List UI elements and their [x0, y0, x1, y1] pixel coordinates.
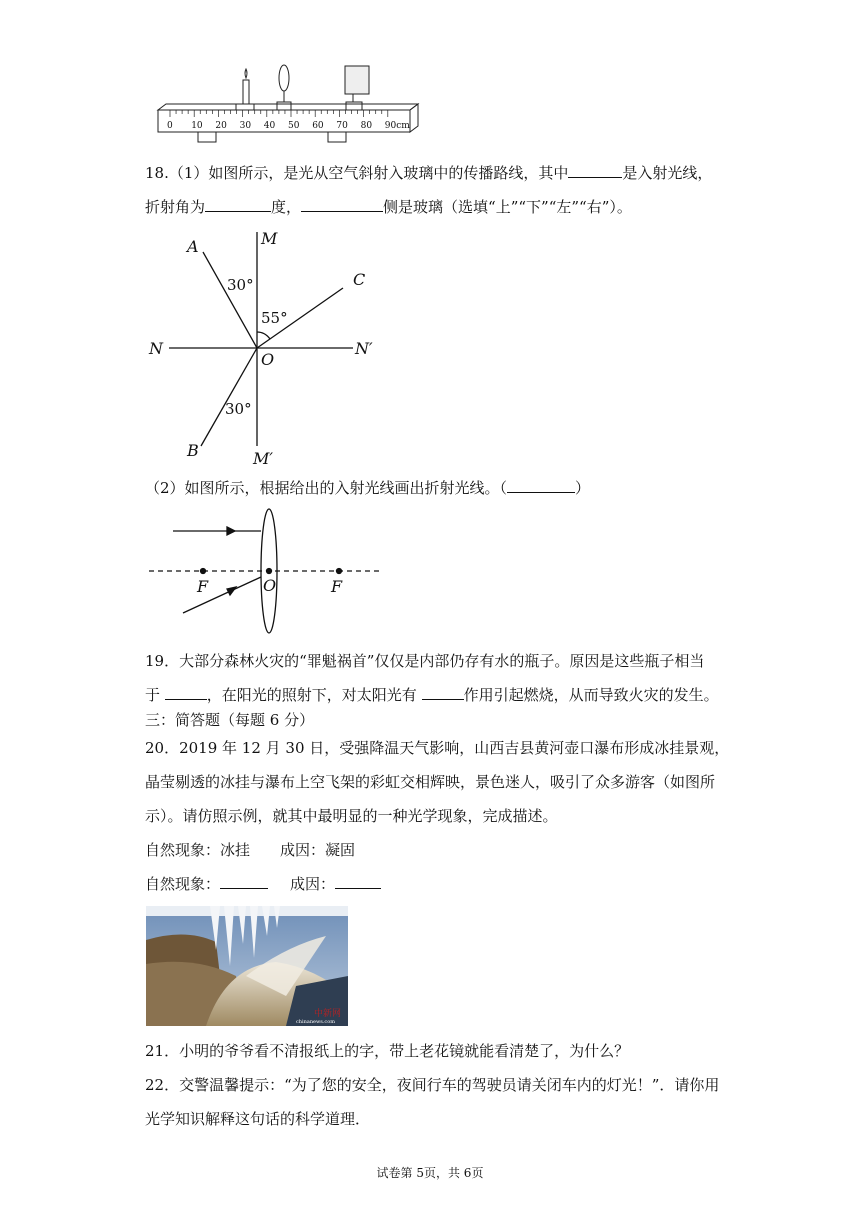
scale-label: 30 [239, 121, 252, 131]
scale-label: 60 [312, 121, 324, 131]
photo-watermark: 中新网 [314, 1009, 342, 1019]
answer-blank-cause[interactable] [335, 874, 381, 889]
lens-icon [277, 65, 291, 110]
scale-label: 70 [336, 121, 348, 131]
photo-watermark-url: chinanews.com [296, 1019, 335, 1025]
scale-label: 20 [215, 121, 227, 131]
label-b: B [187, 441, 199, 460]
arrow-icon [227, 527, 235, 535]
angle-arc-55 [257, 332, 270, 339]
scale-label: 80 [360, 121, 373, 131]
question-20-line-2: 晶莹剔透的冰挂与瀑布上空飞架的彩虹交相辉映，景色迷人，吸引了众多游客（如图所 [145, 773, 716, 791]
arrow-icon [227, 587, 236, 595]
angle-label-c: 55° [261, 309, 288, 327]
question-22-line-2: 光学知识解释这句话的科学道理． [145, 1110, 371, 1128]
refraction-diagram [145, 222, 385, 472]
section-3-heading: 三：简答题（每题 6 分） [145, 711, 315, 729]
answer-blank-glass-side[interactable] [301, 197, 383, 212]
label-f-left: F [197, 577, 209, 596]
question-18-line-1: 18.（1）如图所示，是光从空气斜射入玻璃中的传播路线，其中 是入射光线， [145, 164, 713, 182]
label-o-lens: O [263, 576, 277, 595]
scale-label: 10 [191, 121, 203, 131]
angle-label-bottom: 30° [225, 400, 252, 418]
question-19-line-1: 19．大部分森林火灾的“罪魁祸首”仅仅是内部仍存有水的瓶子。原因是这些瓶子相当 [145, 652, 705, 670]
answer-blank-effect[interactable] [422, 685, 464, 700]
question-21: 21．小明的爷爷看不清报纸上的字，带上老花镜就能看清楚了，为什么？ [145, 1042, 630, 1060]
answer-blank-phenomenon[interactable] [220, 874, 268, 889]
optical-bench-figure [150, 62, 420, 152]
focal-point-left [201, 569, 206, 574]
label-m: M [261, 229, 278, 248]
label-c: C [353, 270, 366, 289]
scale-label: 0 [167, 121, 173, 131]
focal-point-right [337, 569, 342, 574]
answer-blank-drawing[interactable] [507, 478, 575, 493]
label-n: N [149, 339, 163, 358]
label-a: A [187, 237, 199, 256]
optical-center [267, 569, 272, 574]
ray-ob [201, 348, 257, 446]
scale-label: 40 [263, 121, 276, 131]
question-20-answer: 自然现象： 成因： [145, 874, 381, 894]
scale-label: 90cm [384, 121, 410, 131]
label-f-right: F [331, 577, 343, 596]
incident-ray-oblique [183, 577, 261, 613]
answer-blank-refraction-angle[interactable] [205, 197, 271, 212]
angle-label-top: 30° [227, 276, 254, 294]
question-20-example: 自然现象：冰挂 成因：凝固 [145, 841, 356, 859]
page-footer: 试卷第 5页，共 6页 [376, 1166, 484, 1180]
ray-ao [203, 252, 257, 348]
question-22-line-1: 22．交警温馨提示：“为了您的安全，夜间行车的驾驶员请关闭车内的灯光！”．请你用 [145, 1076, 720, 1094]
convex-lens-diagram [145, 505, 390, 640]
answer-blank-incident-ray[interactable] [568, 163, 622, 178]
question-20-line-1: 20．2019 年 12 月 30 日，受强降温天气影响，山西吉县黄河壶口瀑布形成冰挂景观， [145, 739, 730, 757]
icefall-photo [146, 906, 348, 1026]
label-m-prime: M′ [253, 449, 274, 468]
screen-icon [345, 66, 369, 110]
question-18-part-2: （2）如图所示，根据给出的入射光线画出折射光线。（ ） [145, 479, 591, 497]
label-o: O [261, 350, 275, 369]
question-20-line-3: 示）。请仿照示例，就其中最明显的一种光学现象，完成描述。 [145, 807, 558, 825]
scale-label: 50 [288, 121, 300, 131]
answer-blank-lens-type[interactable] [165, 685, 207, 700]
label-n-prime: N′ [355, 339, 373, 358]
question-19-line-2: 于 ，在阳光的照射下，对太阳光有 作用引起燃烧，从而导致火灾的发生。 [145, 686, 719, 704]
question-18-line-2: 折射角为 度， 侧是玻璃（选填“上”“下”“左”“右”）。 [145, 198, 632, 216]
